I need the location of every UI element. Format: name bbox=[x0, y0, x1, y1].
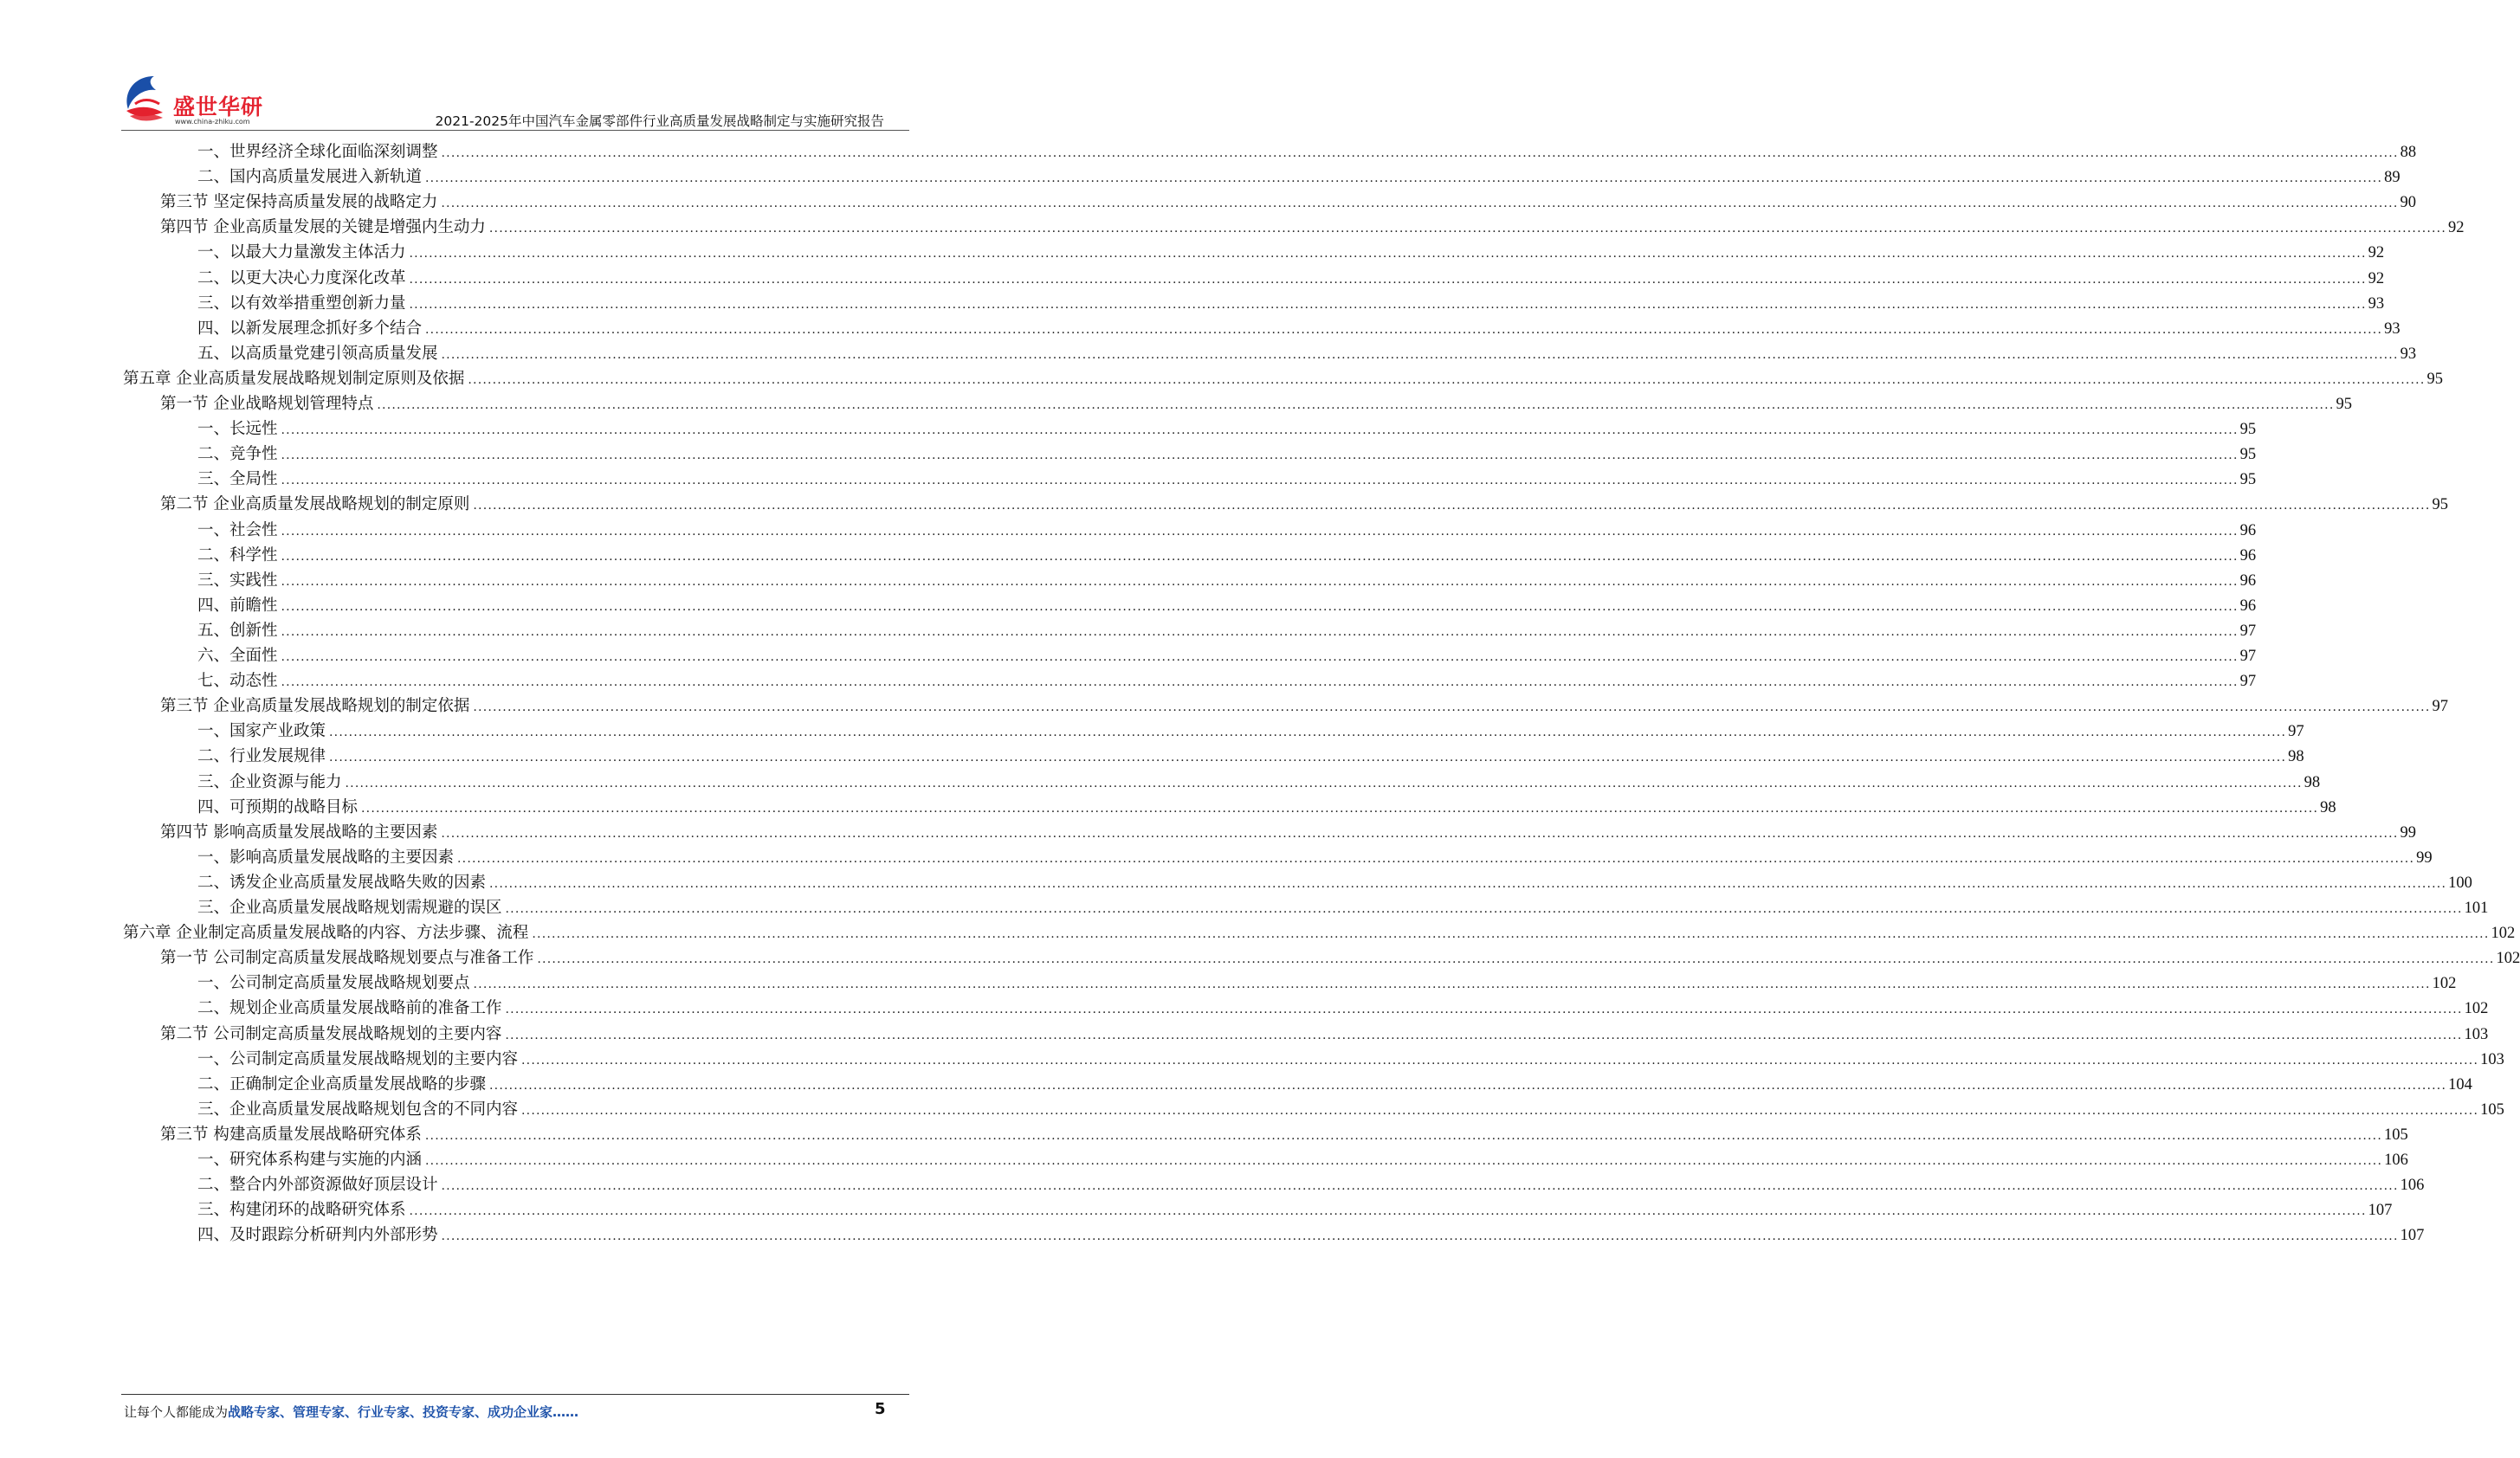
toc-section-entry[interactable] bbox=[160, 214, 2465, 241]
toc-entry-page: 99 bbox=[2416, 848, 2433, 867]
toc-dot-leader: ................................................................................................................................................................................................................................................................................................................................................................................................................ bbox=[281, 675, 2239, 690]
toc-entry-title: 三、实践性 bbox=[197, 571, 278, 590]
toc-entry-title: 第二节 公司制定高质量发展战略规划的主要内容 bbox=[160, 1024, 502, 1043]
toc-subsection-entry[interactable] bbox=[197, 290, 2385, 317]
toc-entry-page: 102 bbox=[2491, 925, 2516, 943]
toc-subsection-entry[interactable] bbox=[197, 668, 2257, 694]
footer-slogan bbox=[124, 1403, 578, 1421]
toc-dot-leader: ................................................................................................................................................................................................................................................................................................................................................................................................................ bbox=[424, 1128, 2382, 1143]
toc-subsection-entry[interactable] bbox=[197, 1146, 2408, 1173]
toc-entry-title: 二、科学性 bbox=[197, 545, 278, 564]
toc-dot-leader: ................................................................................................................................................................................................................................................................................................................................................................................................................ bbox=[521, 1103, 2479, 1118]
toc-entry-title: 一、以最大力量激发主体活力 bbox=[197, 243, 406, 262]
toc-dot-leader: ................................................................................................................................................................................................................................................................................................................................................................................................................ bbox=[425, 1154, 2383, 1168]
toc-entry-title: 四、以新发展理念抓好多个结合 bbox=[197, 319, 423, 338]
toc-subsection-entry[interactable] bbox=[197, 315, 2400, 342]
toc-dot-leader: ................................................................................................................................................................................................................................................................................................................................................................................................................ bbox=[281, 624, 2239, 639]
toc-chapter-entry[interactable] bbox=[123, 365, 2443, 392]
toc-entry-title: 四、前瞻性 bbox=[197, 596, 278, 615]
toc-entry-page: 106 bbox=[2400, 1177, 2425, 1195]
toc-entry-title: 二、国内高质量发展进入新轨道 bbox=[197, 168, 423, 187]
toc-entry-title: 五、创新性 bbox=[197, 621, 278, 640]
toc-entry-page: 100 bbox=[2448, 874, 2472, 892]
toc-subsection-entry[interactable] bbox=[197, 1096, 2504, 1123]
toc-entry-page: 95 bbox=[2239, 446, 2257, 464]
toc-dot-leader: ................................................................................................................................................................................................................................................................................................................................................................................................................ bbox=[532, 927, 2490, 942]
toc-subsection-entry[interactable] bbox=[197, 1197, 2393, 1223]
toc-entry-title: 二、行业发展规律 bbox=[197, 747, 326, 766]
toc-subsection-entry[interactable] bbox=[197, 567, 2257, 594]
toc-entry-page: 103 bbox=[2480, 1050, 2504, 1068]
toc-entry-title: 二、正确制定企业高质量发展战略的步骤 bbox=[197, 1074, 487, 1094]
toc-entry-page: 97 bbox=[2239, 673, 2257, 691]
toc-entry-title: 二、以更大决心力度深化改革 bbox=[197, 268, 406, 287]
toc-entry-page: 92 bbox=[2368, 244, 2385, 262]
toc-subsection-entry[interactable] bbox=[197, 1071, 2472, 1098]
toc-subsection-entry[interactable] bbox=[197, 517, 2257, 544]
toc-entry-page: 105 bbox=[2383, 1126, 2408, 1144]
toc-entry-page: 96 bbox=[2239, 546, 2257, 564]
toc-dot-leader: ................................................................................................................................................................................................................................................................................................................................................................................................................ bbox=[441, 197, 2399, 211]
toc-entry-page: 96 bbox=[2239, 597, 2257, 615]
toc-entry-page: 107 bbox=[2368, 1202, 2393, 1220]
toc-dot-leader: ................................................................................................................................................................................................................................................................................................................................................................................................................ bbox=[329, 726, 2287, 740]
toc-subsection-entry[interactable] bbox=[197, 844, 2433, 871]
toc-entry-title: 七、动态性 bbox=[197, 672, 278, 691]
toc-entry-page: 96 bbox=[2239, 521, 2257, 539]
toc-entry-page: 97 bbox=[2239, 622, 2257, 640]
toc-entry-page: 102 bbox=[2496, 950, 2520, 968]
toc-entry-title: 三、构建闭环的战略研究体系 bbox=[197, 1201, 406, 1220]
toc-subsection-entry[interactable] bbox=[197, 1046, 2504, 1073]
toc-subsection-entry[interactable] bbox=[197, 1222, 2425, 1248]
toc-entry-title: 第二节 企业高质量发展战略规划的制定原则 bbox=[160, 495, 470, 514]
toc-entry-page: 98 bbox=[2288, 748, 2304, 766]
toc-dot-leader: ................................................................................................................................................................................................................................................................................................................................................................................................................ bbox=[441, 146, 2399, 160]
toc-entry-page: 99 bbox=[2400, 823, 2416, 842]
header-divider bbox=[121, 130, 909, 131]
toc-entry-page: 107 bbox=[2400, 1227, 2425, 1245]
toc-dot-leader: ................................................................................................................................................................................................................................................................................................................................................................................................................ bbox=[441, 1179, 2399, 1194]
page-header bbox=[0, 0, 1031, 130]
footer-divider bbox=[121, 1394, 909, 1395]
toc-subsection-entry[interactable] bbox=[197, 265, 2385, 292]
toc-dot-leader: ................................................................................................................................................................................................................................................................................................................................................................................................................ bbox=[377, 398, 2335, 412]
toc-dot-leader: ................................................................................................................................................................................................................................................................................................................................................................................................................ bbox=[281, 549, 2239, 564]
toc-dot-leader: ................................................................................................................................................................................................................................................................................................................................................................................................................ bbox=[505, 1028, 2463, 1042]
toc-entry-page: 92 bbox=[2447, 219, 2465, 237]
toc-entry-title: 一、长远性 bbox=[197, 420, 278, 439]
toc-subsection-entry[interactable] bbox=[197, 869, 2472, 896]
toc-entry-page: 95 bbox=[2336, 396, 2352, 413]
toc-entry-page: 97 bbox=[2432, 698, 2448, 716]
toc-entry-page: 93 bbox=[2400, 345, 2417, 363]
toc-entry-page: 104 bbox=[2448, 1075, 2472, 1094]
toc-entry-title: 一、公司制定高质量发展战略规划要点 bbox=[197, 974, 470, 993]
toc-entry-page: 95 bbox=[2432, 496, 2448, 514]
toc-dot-leader: ................................................................................................................................................................................................................................................................................................................................................................................................................ bbox=[281, 599, 2239, 614]
toc-subsection-entry[interactable] bbox=[197, 769, 2321, 796]
toc-subsection-entry[interactable] bbox=[197, 466, 2257, 493]
toc-subsection-entry[interactable] bbox=[197, 794, 2336, 821]
toc-entry-page: 106 bbox=[2384, 1152, 2408, 1169]
toc-entry-page: 95 bbox=[2239, 471, 2257, 489]
toc-entry-page: 93 bbox=[2368, 294, 2385, 313]
toc-entry-page: 97 bbox=[2239, 648, 2257, 665]
toc-entry-title: 一、研究体系构建与实施的内涵 bbox=[197, 1151, 423, 1169]
toc-entry-title: 一、社会性 bbox=[197, 520, 278, 539]
toc-entry-page: 97 bbox=[2288, 723, 2304, 741]
toc-dot-leader: ................................................................................................................................................................................................................................................................................................................................................................................................................ bbox=[345, 776, 2303, 790]
toc-entry-page: 102 bbox=[2464, 1000, 2489, 1018]
toc-entry-page: 101 bbox=[2464, 900, 2489, 917]
toc-dot-leader: ................................................................................................................................................................................................................................................................................................................................................................................................................ bbox=[361, 801, 2319, 816]
toc-dot-leader: ................................................................................................................................................................................................................................................................................................................................................................................................................ bbox=[281, 574, 2239, 589]
toc-subsection-entry[interactable] bbox=[197, 970, 2457, 997]
page-number: 5 bbox=[875, 1400, 886, 1418]
toc-entry-title: 一、公司制定高质量发展战略规划的主要内容 bbox=[197, 1049, 519, 1068]
toc-subsection-entry[interactable] bbox=[197, 743, 2304, 770]
toc-entry-title: 二、整合内外部资源做好顶层设计 bbox=[197, 1176, 438, 1195]
toc-subsection-entry[interactable] bbox=[197, 542, 2257, 569]
logo-url: www.china-zhiku.com bbox=[175, 118, 250, 126]
toc-entry-page: 93 bbox=[2384, 319, 2400, 338]
footer-slogan-highlight: 战略专家、管理专家、行业专家、投资专家、成功企业家…… bbox=[228, 1404, 579, 1420]
toc-dot-leader: ................................................................................................................................................................................................................................................................................................................................................................................................................ bbox=[521, 1053, 2479, 1068]
toc-dot-leader: ................................................................................................................................................................................................................................................................................................................................................................................................................ bbox=[425, 322, 2383, 337]
toc-dot-leader: ................................................................................................................................................................................................................................................................................................................................................................................................................ bbox=[281, 650, 2239, 664]
toc-entry-page: 95 bbox=[2239, 421, 2257, 439]
toc-entry-title: 第一节 公司制定高质量发展战略规划要点与准备工作 bbox=[160, 949, 534, 968]
toc-entry-title: 第四节 影响高质量发展战略的主要因素 bbox=[160, 823, 438, 842]
toc-dot-leader: ................................................................................................................................................................................................................................................................................................................................................................................................................ bbox=[425, 171, 2383, 186]
toc-entry-page: 103 bbox=[2464, 1025, 2489, 1043]
toc-dot-leader: ................................................................................................................................................................................................................................................................................................................................................................................................................ bbox=[489, 1078, 2447, 1093]
toc-entry-page: 98 bbox=[2304, 773, 2321, 791]
toc-entry-title: 第五章 企业高质量发展战略规划制定原则及依据 bbox=[123, 369, 465, 388]
toc-entry-title: 第四节 企业高质量发展的关键是增强内生动力 bbox=[160, 218, 486, 237]
company-logo bbox=[121, 71, 277, 130]
toc-entry-title: 第三节 企业高质量发展战略规划的制定依据 bbox=[160, 697, 470, 716]
toc-entry-page: 98 bbox=[2320, 798, 2336, 816]
toc-dot-leader: ................................................................................................................................................................................................................................................................................................................................................................................................................ bbox=[409, 247, 2367, 261]
toc-subsection-entry[interactable] bbox=[197, 239, 2385, 266]
toc-entry-title: 第三节 构建高质量发展战略研究体系 bbox=[160, 1125, 422, 1144]
toc-dot-leader: ................................................................................................................................................................................................................................................................................................................................................................................................................ bbox=[281, 474, 2239, 488]
toc-entry-page: 105 bbox=[2480, 1100, 2504, 1119]
toc-entry-title: 三、企业资源与能力 bbox=[197, 772, 342, 791]
toc-entry-title: 三、企业高质量发展战略规划包含的不同内容 bbox=[197, 1100, 519, 1119]
toc-dot-leader: ................................................................................................................................................................................................................................................................................................................................................................................................................ bbox=[457, 851, 2415, 866]
toc-dot-leader: ................................................................................................................................................................................................................................................................................................................................................................................................................ bbox=[441, 826, 2399, 841]
toc-section-entry[interactable] bbox=[160, 819, 2416, 846]
toc-dot-leader: ................................................................................................................................................................................................................................................................................................................................................................................................................ bbox=[489, 876, 2447, 891]
toc-dot-leader: ................................................................................................................................................................................................................................................................................................................................................................................................................ bbox=[441, 347, 2399, 362]
toc-dot-leader: ................................................................................................................................................................................................................................................................................................................................................................................................................ bbox=[473, 499, 2431, 513]
toc-entry-page: 95 bbox=[2426, 370, 2443, 388]
toc-entry-title: 二、规划企业高质量发展战略前的准备工作 bbox=[197, 999, 502, 1018]
logo-name: 盛世华研 bbox=[173, 94, 264, 119]
toc-entry-title: 一、世界经济全球化面临深刻调整 bbox=[197, 143, 438, 161]
toc-dot-leader: ................................................................................................................................................................................................................................................................................................................................................................................................................ bbox=[409, 1204, 2367, 1219]
toc-subsection-entry[interactable] bbox=[197, 718, 2304, 745]
toc-entry-title: 三、全局性 bbox=[197, 470, 278, 489]
toc-entry-page: 96 bbox=[2239, 571, 2257, 590]
footer-slogan-prefix: 让每个人都能成为 bbox=[124, 1404, 229, 1420]
toc-entry-title: 第一节 企业战略规划管理特点 bbox=[160, 395, 374, 413]
toc-subsection-entry[interactable] bbox=[197, 416, 2257, 442]
toc-dot-leader: ................................................................................................................................................................................................................................................................................................................................................................................................................ bbox=[468, 372, 2426, 387]
toc-section-entry[interactable] bbox=[160, 1021, 2489, 1048]
toc-subsection-entry[interactable] bbox=[197, 139, 2417, 165]
toc-subsection-entry[interactable] bbox=[197, 1171, 2425, 1198]
toc-dot-leader: ................................................................................................................................................................................................................................................................................................................................................................................................................ bbox=[281, 423, 2239, 438]
toc-section-entry[interactable] bbox=[160, 189, 2416, 216]
toc-dot-leader: ................................................................................................................................................................................................................................................................................................................................................................................................................ bbox=[441, 1229, 2399, 1244]
toc-entry-title: 六、全面性 bbox=[197, 647, 278, 665]
toc-dot-leader: ................................................................................................................................................................................................................................................................................................................................................................................................................ bbox=[409, 272, 2367, 287]
toc-section-entry[interactable] bbox=[160, 390, 2352, 417]
toc-entry-title: 一、影响高质量发展战略的主要因素 bbox=[197, 848, 455, 867]
toc-dot-leader: ................................................................................................................................................................................................................................................................................................................................................................................................................ bbox=[329, 751, 2287, 765]
toc-entry-page: 102 bbox=[2432, 975, 2457, 993]
toc-entry-title: 第三节 坚定保持高质量发展的战略定力 bbox=[160, 193, 438, 212]
toc-entry-title: 一、国家产业政策 bbox=[197, 722, 326, 741]
toc-section-entry[interactable] bbox=[160, 1121, 2408, 1148]
toc-entry-title: 二、竞争性 bbox=[197, 445, 278, 464]
logo-emblem-icon bbox=[121, 71, 177, 126]
toc-dot-leader: ................................................................................................................................................................................................................................................................................................................................................................................................................ bbox=[281, 448, 2239, 463]
toc-dot-leader: ................................................................................................................................................................................................................................................................................................................................................................................................................ bbox=[281, 524, 2239, 539]
toc-subsection-entry[interactable] bbox=[197, 340, 2417, 367]
toc-subsection-entry[interactable] bbox=[197, 617, 2257, 644]
toc-dot-leader: ................................................................................................................................................................................................................................................................................................................................................................................................................ bbox=[505, 902, 2463, 916]
toc-entry-page: 90 bbox=[2400, 194, 2416, 212]
toc-entry-title: 五、以高质量党建引领高质量发展 bbox=[197, 344, 438, 363]
toc-dot-leader: ................................................................................................................................................................................................................................................................................................................................................................................................................ bbox=[488, 222, 2446, 236]
toc-dot-leader: ................................................................................................................................................................................................................................................................................................................................................................................................................ bbox=[505, 1003, 2463, 1017]
toc-entry-title: 三、企业高质量发展战略规划需规避的误区 bbox=[197, 899, 502, 917]
report-title: 2021-2025年中国汽车金属零部件行业高质量发展战略制定与实施研究报告 bbox=[435, 113, 884, 129]
toc-dot-leader: ................................................................................................................................................................................................................................................................................................................................................................................................................ bbox=[473, 977, 2431, 992]
toc-subsection-entry[interactable] bbox=[197, 592, 2257, 619]
toc-entry-title: 第六章 企业制定高质量发展战略的内容、方法步骤、流程 bbox=[123, 924, 529, 943]
toc-entry-title: 二、诱发企业高质量发展战略失败的因素 bbox=[197, 873, 487, 892]
toc-subsection-entry[interactable] bbox=[197, 894, 2489, 921]
toc-dot-leader: ................................................................................................................................................................................................................................................................................................................................................................................................................ bbox=[537, 952, 2495, 967]
toc-entry-page: 92 bbox=[2368, 269, 2385, 287]
toc-section-entry[interactable] bbox=[160, 945, 2520, 971]
toc-subsection-entry[interactable] bbox=[197, 642, 2257, 669]
toc-subsection-entry[interactable] bbox=[197, 441, 2257, 468]
toc-entry-title: 四、及时跟踪分析研判内外部形势 bbox=[197, 1226, 438, 1245]
toc-entry-title: 三、以有效举措重塑创新力量 bbox=[197, 294, 406, 313]
toc-section-entry[interactable] bbox=[160, 491, 2448, 518]
toc-chapter-entry[interactable] bbox=[123, 919, 2516, 946]
toc-entry-page: 89 bbox=[2384, 169, 2400, 187]
toc-subsection-entry[interactable] bbox=[197, 995, 2489, 1022]
toc-entry-title: 四、可预期的战略目标 bbox=[197, 797, 359, 816]
toc-subsection-entry[interactable] bbox=[197, 164, 2400, 190]
toc-entry-page: 88 bbox=[2400, 144, 2417, 161]
toc-dot-leader: ................................................................................................................................................................................................................................................................................................................................................................................................................ bbox=[409, 297, 2367, 312]
toc-section-entry[interactable] bbox=[160, 693, 2448, 719]
toc-dot-leader: ................................................................................................................................................................................................................................................................................................................................................................................................................ bbox=[473, 700, 2431, 715]
